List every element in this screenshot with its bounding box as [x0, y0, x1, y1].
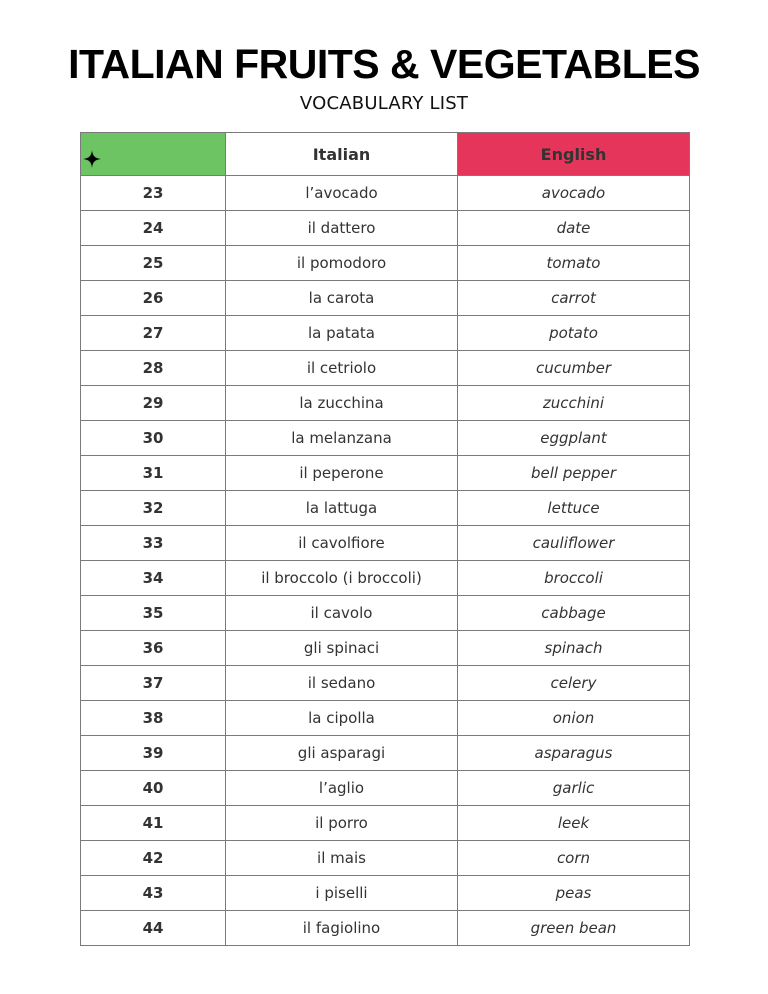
table-row: [81, 526, 690, 561]
row-number: 28: [81, 351, 226, 386]
english-word: date: [458, 211, 690, 246]
vocabulary-rows: [81, 176, 690, 946]
english-word: carrot: [458, 281, 690, 316]
page-subtitle: VOCABULARY LIST: [299, 93, 469, 114]
english-word: tomato: [458, 246, 690, 281]
number-column-header: [81, 133, 226, 176]
english-word: celery: [458, 666, 690, 701]
italian-word: la melanzana: [226, 421, 458, 456]
row-number: 23: [81, 176, 226, 211]
table-row: [81, 316, 690, 351]
row-number: 33: [81, 526, 226, 561]
row-number: 24: [81, 211, 226, 246]
row-number: 31: [81, 456, 226, 491]
row-number: 35: [81, 596, 226, 631]
english-word: onion: [458, 701, 690, 736]
italian-word: il fagiolino: [226, 911, 458, 946]
english-word: peas: [458, 876, 690, 911]
row-number: 42: [81, 841, 226, 876]
italian-word: il cavolo: [226, 596, 458, 631]
italian-word: gli asparagi: [226, 736, 458, 771]
row-number: 44: [81, 911, 226, 946]
italian-word: l’avocado: [226, 176, 458, 211]
italian-word: il peperone: [226, 456, 458, 491]
italian-word: il cavolfiore: [226, 526, 458, 561]
table-row: [81, 386, 690, 421]
table-row: [81, 421, 690, 456]
italian-word: il porro: [226, 806, 458, 841]
italian-word: la lattuga: [226, 491, 458, 526]
english-word: broccoli: [458, 561, 690, 596]
english-word: green bean: [458, 911, 690, 946]
italian-word: la patata: [226, 316, 458, 351]
table-row: [81, 491, 690, 526]
table-row: [81, 841, 690, 876]
row-number: 30: [81, 421, 226, 456]
table-row: [81, 351, 690, 386]
row-number: 25: [81, 246, 226, 281]
table-row: [81, 876, 690, 911]
table-row: [81, 281, 690, 316]
row-number: 40: [81, 771, 226, 806]
table-row: [81, 456, 690, 491]
table-row: [81, 211, 690, 246]
english-word: potato: [458, 316, 690, 351]
english-word: lettuce: [458, 491, 690, 526]
table-row: [81, 806, 690, 841]
english-word: asparagus: [458, 736, 690, 771]
table-row: [81, 596, 690, 631]
english-column-header: English: [458, 133, 690, 176]
table-row: [81, 631, 690, 666]
row-number: 27: [81, 316, 226, 351]
row-number: 29: [81, 386, 226, 421]
table-row: [81, 176, 690, 211]
english-word: garlic: [458, 771, 690, 806]
row-number: 32: [81, 491, 226, 526]
english-word: bell pepper: [458, 456, 690, 491]
english-word: cauliflower: [458, 526, 690, 561]
english-word: leek: [458, 806, 690, 841]
english-word: zucchini: [458, 386, 690, 421]
table-row: [81, 911, 690, 946]
english-word: spinach: [458, 631, 690, 666]
table-row: [81, 561, 690, 596]
table-row: [81, 771, 690, 806]
italian-word: il dattero: [226, 211, 458, 246]
row-number: 34: [81, 561, 226, 596]
table-row: [81, 246, 690, 281]
row-number: 36: [81, 631, 226, 666]
sparkle-icon: [83, 150, 101, 168]
vocabulary-table: [80, 132, 690, 946]
page-title: ITALIAN FRUITS & VEGETABLES: [68, 41, 700, 87]
row-number: 43: [81, 876, 226, 911]
english-word: avocado: [458, 176, 690, 211]
italian-word: la cipolla: [226, 701, 458, 736]
italian-word: l’aglio: [226, 771, 458, 806]
table-row: [81, 666, 690, 701]
row-number: 37: [81, 666, 226, 701]
italian-column-header: Italian: [226, 133, 458, 176]
italian-word: il mais: [226, 841, 458, 876]
row-number: 41: [81, 806, 226, 841]
table-row: [81, 701, 690, 736]
english-word: eggplant: [458, 421, 690, 456]
row-number: 38: [81, 701, 226, 736]
italian-word: il cetriolo: [226, 351, 458, 386]
italian-word: la zucchina: [226, 386, 458, 421]
italian-word: il pomodoro: [226, 246, 458, 281]
english-word: cabbage: [458, 596, 690, 631]
italian-word: gli spinaci: [226, 631, 458, 666]
table-row: [81, 736, 690, 771]
italian-word: la carota: [226, 281, 458, 316]
italian-word: il sedano: [226, 666, 458, 701]
italian-word: il broccolo (i broccoli): [226, 561, 458, 596]
english-word: corn: [458, 841, 690, 876]
row-number: 39: [81, 736, 226, 771]
table-header-row: [81, 133, 690, 176]
italian-word: i piselli: [226, 876, 458, 911]
english-word: cucumber: [458, 351, 690, 386]
row-number: 26: [81, 281, 226, 316]
